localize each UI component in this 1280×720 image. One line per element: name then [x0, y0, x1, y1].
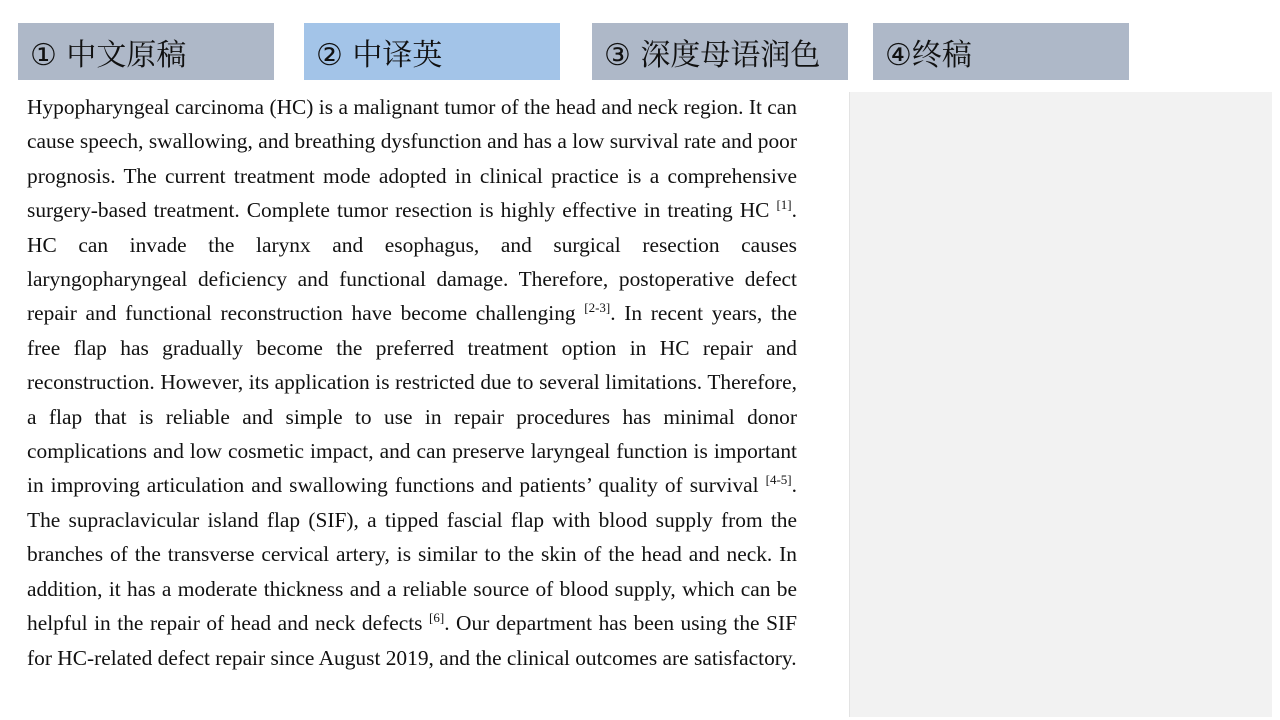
tab-label: ④终稿	[885, 37, 972, 73]
citation-ref: [6]	[429, 610, 445, 626]
tab-label: ② 中译英	[316, 37, 443, 73]
text-segment: Hypopharyngeal carcinoma (HC) is a malignant tumor of the head and neck region. It can cause speech, swallowing, and breathing dysfunction and has a low survival rate and poor prognosis. The current treatment mode adopted in clinical practice is a comprehensive surgery-based treatment. Complete tumor resection is highly effective in treating HC	[27, 95, 797, 223]
citation-ref: [2-3]	[584, 300, 611, 316]
tab-chinese-original[interactable]	[18, 23, 274, 80]
tab-label: ③ 深度母语润色	[604, 37, 821, 73]
tab-native-polishing[interactable]	[592, 23, 848, 80]
tab-final-draft[interactable]	[873, 23, 1129, 80]
citation-ref: [1]	[776, 197, 792, 213]
tab-chinese-to-english[interactable]	[304, 23, 560, 80]
text-segment: . In recent years, the free flap has gradually become the preferred treatment option in HC repair and reconstruction. However, its application is restricted due to several limitations. Therefore, a flap that is reliable and simple to use in repair procedures has minimal donor complications and low cosmetic impact, and can preserve laryngeal function is important in improving articulation and swallowing functions and patients’ quality of survival	[27, 301, 797, 498]
citation-ref: [4-5]	[765, 472, 792, 488]
text-segment: . Our department has been using the SIF for HC-related defect repair since August 2019, and the clinical outcomes are satisfactory.	[27, 611, 797, 670]
text-segment: . The supraclavicular island flap (SIF), a tipped fascial flap with blood supply from the branches of the transverse cervical artery, is similar to the skin of the head and neck. In addition, it has a moderate thickness and a reliable source of blood supply, which can be helpful in the repair of head and neck defects	[27, 473, 797, 636]
tab-label: ① 中文原稿	[30, 37, 187, 73]
empty-side-panel	[849, 92, 1272, 717]
translated-text-panel	[27, 90, 797, 710]
text-segment: . HC can invade the larynx and esophagus, and surgical resection causes laryngopharyngeal deficiency and functional damage. Therefore, postoperative defect repair and functional reconstruction have become challenging	[27, 198, 797, 326]
